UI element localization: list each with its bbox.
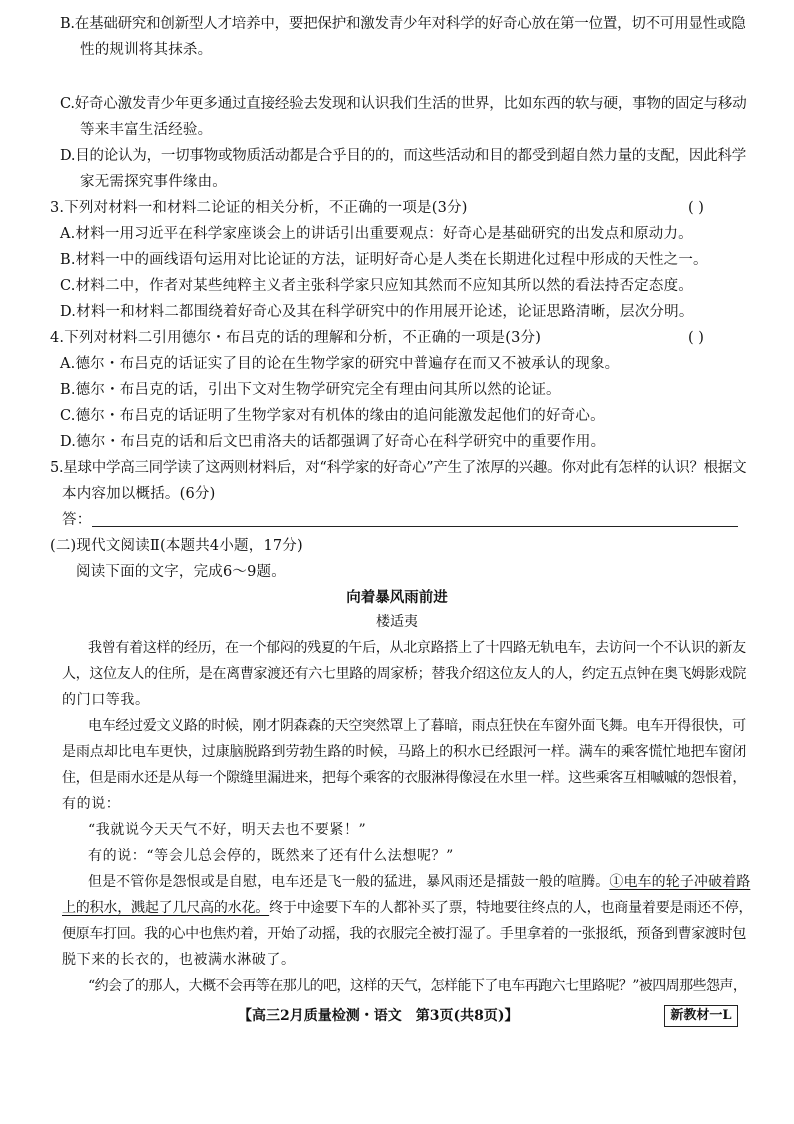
q2-option-c-line1: C.好奇心激发青少年更多通过直接经验去发现和认识我们生活的世界，比如东西的软与硬，事物的固定与移动 <box>60 96 747 112</box>
passage-title: 向着暴风雨前进 <box>346 589 448 606</box>
passage-p6-line1: “约会了的那人，大概不会再等在那儿的吧，这样的天气，怎样能下了电车再跑六七里路呢？”被四周那些怨声， <box>88 978 747 994</box>
passage-underlined-sentence-1: ①电车的轮子冲破着路 <box>609 874 751 890</box>
q3-option-c: C.材料二中，作者对某些纯粹主义者主张科学家只应知其然而不应知其所以然的看法持否定态度。 <box>60 278 693 294</box>
passage-author: 楼适夷 <box>376 614 418 630</box>
q4-option-d: D.德尔・布吕克的话和后文巴甫洛夫的话都强调了好奇心在科学研究中的重要作用。 <box>60 434 606 450</box>
passage-p5-line1 <box>88 872 750 892</box>
q4-option-a: A.德尔・布吕克的话证实了目的论在生物学家的研究中普遍存在而又不被承认的现象。 <box>60 356 620 372</box>
q3-option-d: D.材料一和材料二都围绕着好奇心及其在科学研究中的作用展开论述，论证思路清晰，层次分明。 <box>60 304 694 320</box>
passage-p5-line2-plain: 终于中途要下车的人都补买了票，特地要往终点的人，也商量着要是雨还不停， <box>269 900 753 916</box>
edition-tag: 新教材一L <box>664 1005 738 1027</box>
q4-answer-paren[interactable]: ( ) <box>688 330 704 346</box>
section-heading: (二)现代文阅读Ⅱ(本题共4小题，17分) <box>50 538 303 554</box>
passage-p3: “我就说今天天气不好，明天去也不要紧！” <box>88 822 367 838</box>
q5-stem-line2: 本内容加以概括。(6分) <box>62 486 216 502</box>
page-footer: 【高三2月质量检测・语文 第3页(共8页)】 <box>238 1008 519 1024</box>
q3-answer-paren[interactable]: ( ) <box>688 200 704 216</box>
q5-answer-label: 答： <box>62 512 92 528</box>
q3-option-b: B.材料一中的画线语句运用对比论证的方法，证明好奇心是人类在长期进化过程中形成的天性之一。 <box>60 252 708 268</box>
passage-p2-line4: 有的说： <box>62 796 121 812</box>
q3-option-a: A.材料一用习近平在科学家座谈会上的讲话引出重要观点：好奇心是基础研究的出发点和原动力。 <box>60 226 693 242</box>
passage-p2-line1: 电车经过爱文义路的时候，刚才阴森森的天空突然罩上了暮暗，雨点狂快在车窗外面飞舞。电车开得很快，可 <box>88 718 746 734</box>
passage-p5-line1-plain: 但是不管你是怨恨或是自慰，电车还是飞一般的猛进，暴风雨还是擂鼓一般的喧腾。 <box>88 874 610 890</box>
q2-option-d-line1: D.目的论认为，一切事物或物质活动都是合乎目的的，而这些活动和目的都受到超自然力量的支配，因此科学 <box>60 148 747 164</box>
passage-p4: 有的说：“等会儿总会停的，既然来了还有什么法想呢？” <box>88 848 454 864</box>
passage-p1-line3: 的门口等我。 <box>62 692 150 708</box>
section-instruction: 阅读下面的文字，完成6～9题。 <box>76 564 286 580</box>
passage-p1-line2: 人，这位友人的住所，是在离曹家渡还有六七里路的周家桥；替我介绍这位友人的人，约定五点钟在奥飞姆影戏院 <box>62 666 746 682</box>
q2-option-c-line2: 等来丰富生活经验。 <box>80 122 213 138</box>
q5-answer-line[interactable] <box>92 526 738 527</box>
passage-p1-line1: 我曾有着这样的经历，在一个郁闷的残夏的午后，从北京路搭上了十四路无轨电车，去访问一个不认识的新友 <box>88 640 746 656</box>
passage-underlined-sentence-1-cont: 上的积水，溅起了几尺高的水花。 <box>62 900 270 916</box>
q5-stem-line1: 5.星球中学高三同学读了这两则材料后，对“科学家的好奇心”产生了浓厚的兴趣。你对此有怎样的认识？根据文 <box>50 460 747 476</box>
q2-option-d-line2: 家无需探究事件缘由。 <box>80 174 227 190</box>
passage-p2-line2: 是雨点却比电车更快，过康脑脱路到劳勃生路的时候，马路上的积水已经跟河一样。满车的乘客慌忙地把车窗闭 <box>62 744 747 760</box>
passage-p5-line3: 便原车打回。我的心中也焦灼着，开始了动摇，我的衣服完全被打湿了。手里拿着的一张报纸，预备到曹家渡时包 <box>62 926 746 942</box>
passage-p5-line2 <box>62 898 752 918</box>
q4-option-c: C.德尔・布吕克的话证明了生物学家对有机体的缘由的追问能激发起他们的好奇心。 <box>60 408 605 424</box>
q2-option-b-line1: B.在基础研究和创新型人才培养中，要把保护和激发青少年对科学的好奇心放在第一位置，切不可用显性或隐 <box>60 16 746 32</box>
passage-p5-line4: 脱下来的长衣的，也被满水淋破了。 <box>62 952 296 968</box>
q2-option-b-line2: 性的规训将其抹杀。 <box>80 42 213 58</box>
q4-stem: 4.下列对材料二引用德尔・布吕克的话的理解和分析，不正确的一项是(3分) <box>50 330 542 346</box>
q3-stem: 3.下列对材料一和材料二论证的相关分析，不正确的一项是(3分) <box>50 200 468 216</box>
q4-option-b: B.德尔・布吕克的话，引出下文对生物学研究完全有理由问其所以然的论证。 <box>60 382 561 398</box>
passage-p2-line3: 住，但是雨水还是从每一个隙缝里漏进来，把每个乘客的衣服淋得像浸在水里一样。这些乘客互相嘁嘁的怨恨着， <box>62 770 746 786</box>
